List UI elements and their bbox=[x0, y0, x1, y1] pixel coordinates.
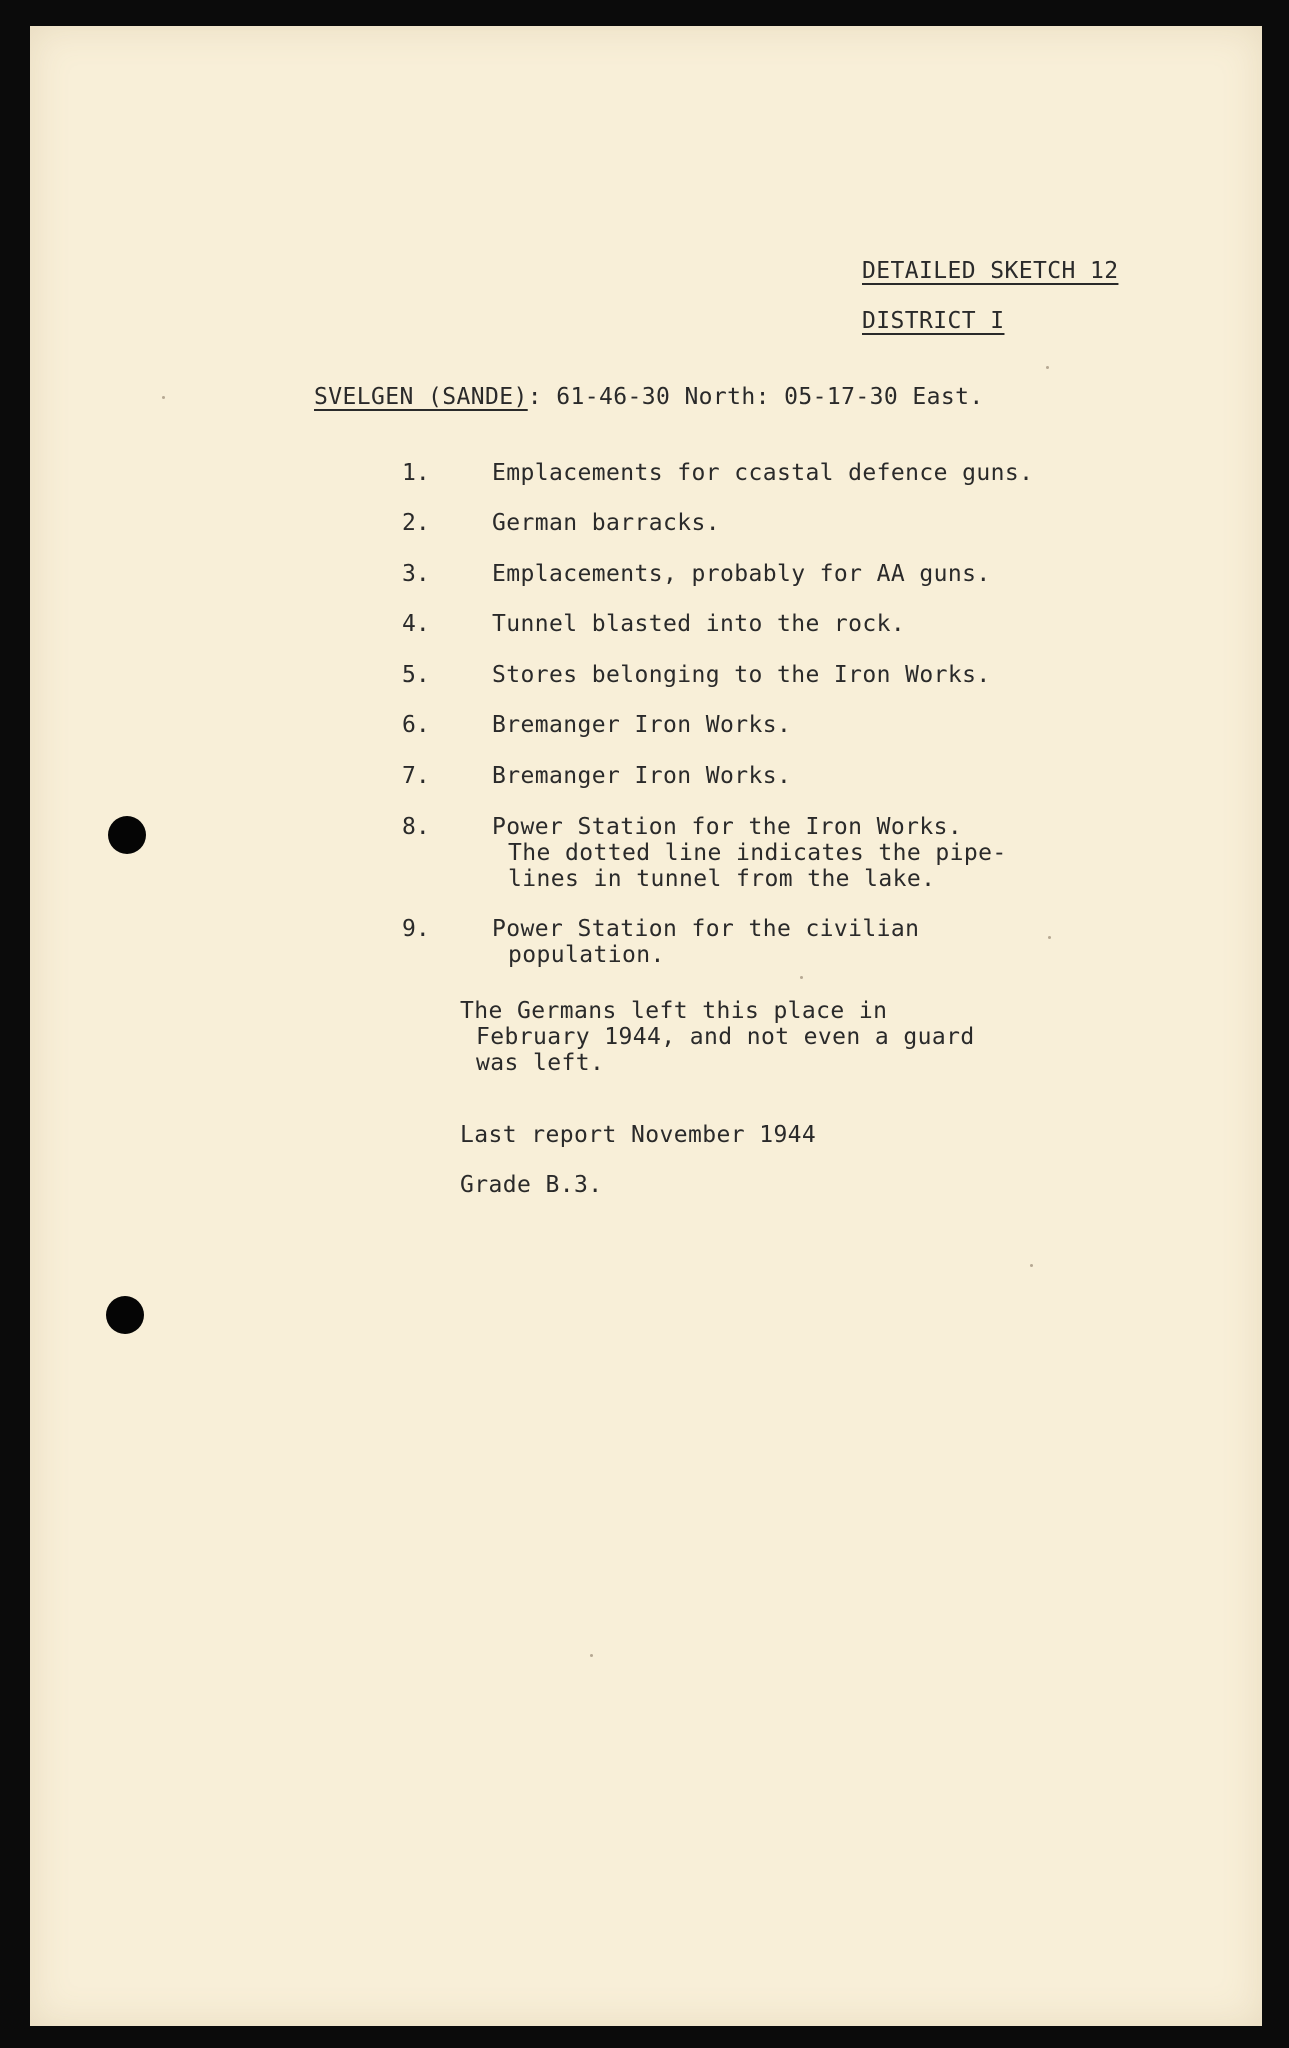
item-number: 4. bbox=[402, 611, 430, 637]
location-coordinates: : 61-46-30 North: 05-17-30 East. bbox=[527, 384, 984, 410]
document-page bbox=[30, 26, 1262, 2026]
item-number: 2. bbox=[402, 510, 430, 536]
item-text bbox=[492, 712, 791, 738]
item-line: The dotted line indicates the pipe- bbox=[508, 840, 1007, 866]
item-number: 1. bbox=[402, 460, 430, 486]
item-line: Power Station for the Iron Works. bbox=[492, 814, 963, 840]
item-line: lines in tunnel from the lake. bbox=[508, 866, 936, 892]
note-line: The Germans left this place in bbox=[460, 998, 888, 1024]
item-line: Emplacements, probably for AA guns. bbox=[492, 561, 991, 587]
item-text bbox=[492, 814, 1007, 892]
item-number: 6. bbox=[402, 712, 430, 738]
item-number: 9. bbox=[402, 916, 430, 942]
item-number: 7. bbox=[402, 763, 430, 789]
last-report: Last report November 1944 bbox=[460, 1122, 817, 1148]
item-text bbox=[492, 510, 720, 536]
item-line: population. bbox=[508, 942, 665, 968]
item-text bbox=[492, 662, 991, 688]
grade: Grade B.3. bbox=[460, 1172, 603, 1198]
item-text bbox=[492, 916, 919, 968]
item-text bbox=[492, 611, 905, 637]
item-number: 5. bbox=[402, 662, 430, 688]
note-paragraph bbox=[460, 998, 975, 1076]
punch-hole bbox=[108, 816, 146, 854]
item-line: Bremanger Iron Works. bbox=[492, 763, 792, 789]
item-number: 8. bbox=[402, 814, 430, 840]
sketch-title: DETAILED SKETCH 12 bbox=[862, 258, 1119, 284]
note-line: February 1944, and not even a guard bbox=[476, 1024, 975, 1050]
punch-hole bbox=[106, 1296, 144, 1334]
item-number: 3. bbox=[402, 561, 430, 587]
location-name: SVELGEN (SANDE) bbox=[314, 384, 528, 410]
location-line bbox=[314, 384, 984, 410]
item-text bbox=[492, 460, 1033, 486]
item-text bbox=[492, 763, 791, 789]
item-line: Bremanger Iron Works. bbox=[492, 712, 792, 738]
item-line: Stores belonging to the Iron Works. bbox=[492, 662, 991, 688]
note-line: was left. bbox=[476, 1050, 605, 1076]
item-line: Emplacements for ccastal defence guns. bbox=[492, 460, 1034, 486]
item-text bbox=[492, 561, 991, 587]
item-line: Power Station for the civilian bbox=[492, 916, 920, 942]
item-line: Tunnel blasted into the rock. bbox=[492, 611, 906, 637]
district-label: DISTRICT I bbox=[862, 308, 1005, 334]
item-line: German barracks. bbox=[492, 510, 720, 536]
